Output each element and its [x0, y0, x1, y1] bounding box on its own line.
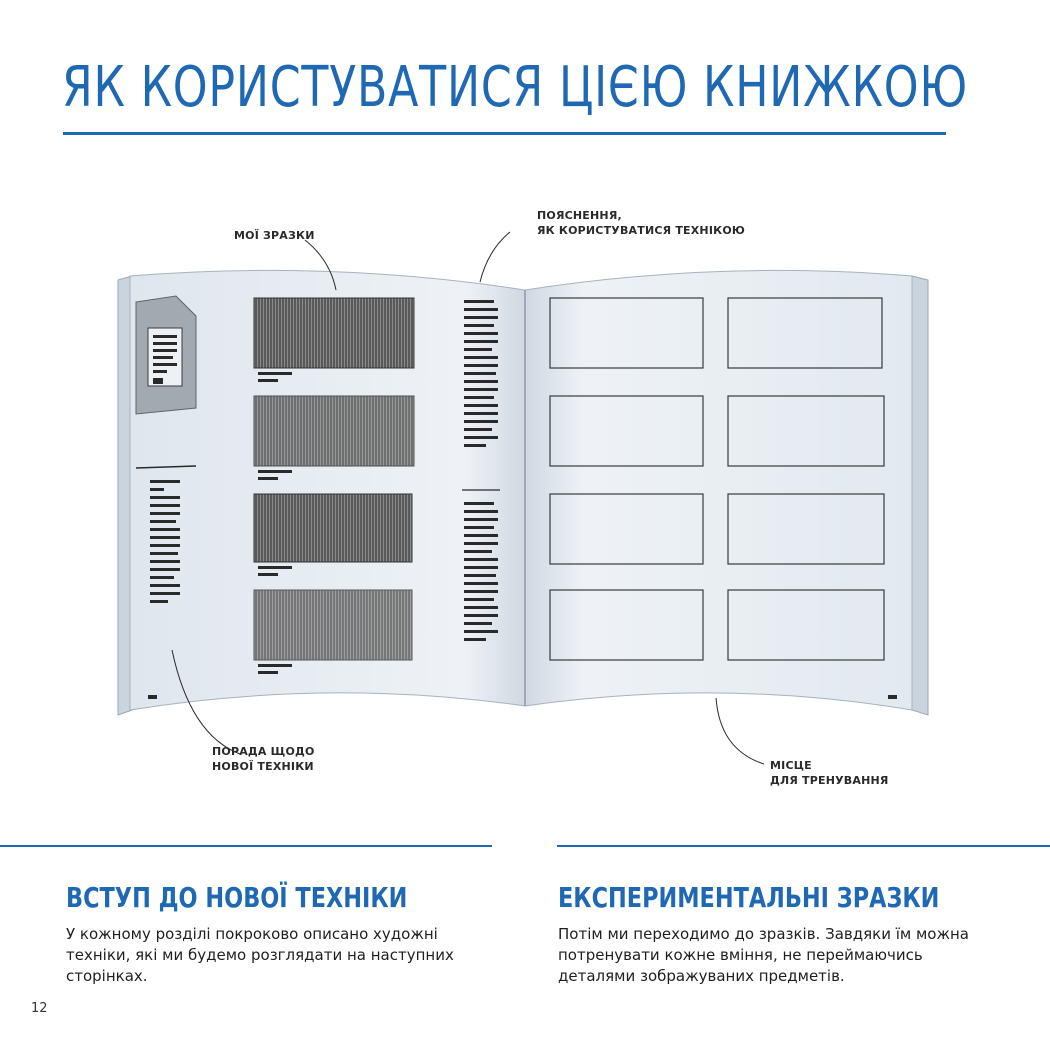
callout-my-samples: МОЇ ЗРАЗКИ — [234, 229, 315, 242]
page-number: 12 — [31, 1001, 48, 1016]
title-underline — [63, 132, 946, 135]
callout-explanation — [537, 208, 745, 238]
section-title-intro: ВСТУП ДО НОВОЇ ТЕХНІКИ — [66, 881, 408, 914]
section-text-intro — [66, 924, 486, 987]
right-page-edge — [912, 276, 928, 715]
section-rule-right — [557, 845, 1050, 847]
callout-tip — [212, 744, 315, 774]
callout-tip-line1: ПОРАДА ЩОДО — [212, 745, 315, 758]
callout-practice — [770, 758, 889, 788]
open-book-drawing — [0, 150, 1050, 830]
right-page — [525, 270, 912, 710]
section-text-line: техніки, які ми будемо розглядати на наступних — [66, 946, 454, 964]
section-title-samples: ЕКСПЕРИМЕНТАЛЬНІ ЗРАЗКИ — [558, 881, 940, 914]
open-book-illustration — [0, 150, 1050, 830]
callout-practice-line2: ДЛЯ ТРЕНУВАННЯ — [770, 774, 889, 787]
section-text-line: У кожному розділі покроково описано художні — [66, 925, 438, 943]
page-title: ЯК КОРИСТУВАТИСЯ ЦІЄЮ КНИЖКОЮ — [62, 55, 968, 120]
section-text-line: деталями зображуваних предметів. — [558, 967, 845, 985]
callout-explanation-line2: ЯК КОРИСТУВАТИСЯ ТЕХНІКОЮ — [537, 224, 745, 237]
section-text-line: Потім ми переходимо до зразків. Завдяки їм можна — [558, 925, 969, 943]
section-text-line: сторінках. — [66, 967, 148, 985]
section-text-line: потренувати кожне вміння, не переймаючись — [558, 946, 923, 964]
callout-practice-line1: МІСЦЕ — [770, 759, 812, 772]
section-text-samples — [558, 924, 1028, 987]
callout-explanation-line1: ПОЯСНЕННЯ, — [537, 209, 622, 222]
section-rule-left — [0, 845, 492, 847]
callout-tip-line2: НОВОЇ ТЕХНІКИ — [212, 760, 314, 773]
